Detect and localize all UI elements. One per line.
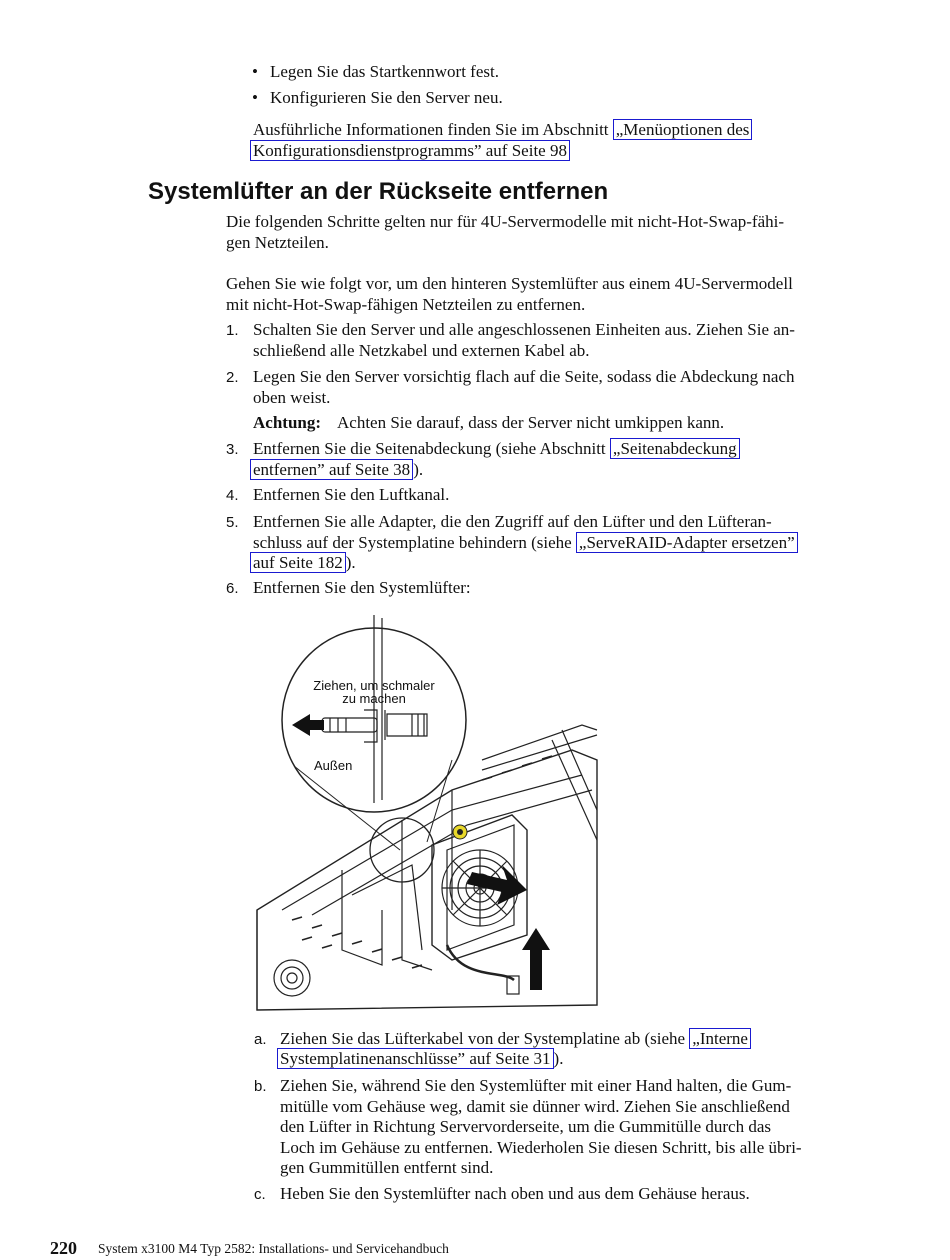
substep-text: ).: [553, 1049, 564, 1068]
attention-text: Achten Sie darauf, dass der Server nicht umkippen kann.: [337, 413, 725, 432]
step-5-line-2: [253, 533, 873, 554]
step-number: 5.: [226, 514, 239, 531]
substep-line: Ziehen Sie, während Sie den Systemlüfter mit einer Hand halten, die Gum-: [280, 1076, 792, 1095]
substep-letter: b.: [254, 1078, 267, 1095]
step-number: 4.: [226, 487, 239, 504]
step-text: schluss auf der Systemplatine behindern (siehe: [253, 533, 576, 552]
bullet-dot: •: [252, 62, 258, 81]
document-title: System x3100 M4 Typ 2582: Installations- und Servicehandbuch: [98, 1241, 449, 1256]
step-line: oben weist.: [253, 387, 331, 407]
step-number: 6.: [226, 580, 239, 597]
step-text: Entfernen Sie die Seitenabdeckung (siehe Abschnitt: [253, 439, 610, 458]
step-number: 3.: [226, 441, 239, 458]
paragraph-line: gen Netzteilen.: [226, 232, 329, 252]
step-line: Schalten Sie den Server und alle angeschlossenen Einheiten aus. Ziehen Sie an-: [253, 320, 795, 339]
intro-text: Ausführliche Informationen finden Sie im Abschnitt: [253, 120, 613, 139]
substep-line: den Lüfter in Richtung Servervorderseite, um die Gummitülle durch das: [280, 1117, 771, 1136]
step-text: ).: [413, 460, 424, 479]
figure-label-outside: Außen: [314, 758, 353, 773]
section-title: Systemlüfter an der Rückseite entfernen: [148, 178, 609, 205]
substep-letter: c.: [254, 1186, 266, 1203]
attention-notice: [253, 413, 873, 434]
substep-c-text: Heben Sie den Systemlüfter nach oben und aus dem Gehäuse heraus.: [280, 1184, 750, 1203]
intro-line-1: [253, 120, 752, 141]
figure-label-pull-continued: zu machen: [342, 691, 406, 706]
step-4-text: Entfernen Sie den Luftkanal.: [253, 485, 450, 504]
board-connectors-link[interactable]: „Interne: [689, 1028, 751, 1049]
serveraid-link-continued[interactable]: auf Seite 182: [250, 552, 346, 573]
side-cover-link[interactable]: „Seitenabdeckung: [610, 438, 740, 459]
bullet-dot: •: [252, 88, 258, 107]
paragraph-line: Die folgenden Schritte gelten nur für 4U-Servermodelle mit nicht-Hot-Swap-fähi-: [226, 212, 784, 231]
step-6-text: Entfernen Sie den Systemlüfter:: [253, 578, 471, 597]
substep-a-line-1: [280, 1029, 875, 1050]
substep-letter: a.: [254, 1031, 267, 1048]
paragraph-line: mit nicht-Hot-Swap-fähigen Netzteilen zu entfernen.: [226, 294, 586, 314]
paragraph-scope: [226, 212, 784, 253]
menu-options-link[interactable]: „Menüoptionen des: [613, 119, 753, 140]
step-number: 1.: [226, 322, 239, 339]
step-text: ).: [345, 553, 356, 572]
step-line: schließend alle Netzkabel und externen Kabel ab.: [253, 340, 590, 360]
substep-b-text: [280, 1076, 875, 1179]
board-connectors-link-continued[interactable]: Systemplatinenanschlüsse” auf Seite 31: [277, 1048, 554, 1069]
substep-a-line-2: [277, 1049, 563, 1070]
side-cover-link-continued[interactable]: entfernen” auf Seite 38: [250, 459, 413, 480]
step-3-line-2: [250, 460, 423, 481]
step-5-line-1: Entfernen Sie alle Adapter, die den Zugriff auf den Lüfter und den Lüfteran-: [253, 512, 772, 531]
substep-line: Loch im Gehäuse zu entfernen. Wiederholen Sie diesen Schritt, bis alle übri-: [280, 1137, 802, 1157]
menu-options-link-continued[interactable]: Konfigurationsdienstprogramms” auf Seite 98: [250, 140, 570, 161]
serveraid-link[interactable]: „ServeRAID-Adapter ersetzen”: [576, 532, 798, 553]
bullet-text: Konfigurieren Sie den Server neu.: [270, 88, 503, 107]
bullet-item: [252, 62, 499, 83]
step-3-line-1: [253, 439, 873, 460]
paragraph-line: Gehen Sie wie folgt vor, um den hinteren Systemlüfter aus einem 4U-Servermodell: [226, 274, 793, 293]
figure-label-pull: Ziehen, um schmaler: [313, 678, 435, 693]
substep-text: Ziehen Sie das Lüfterkabel von der Systemplatine ab (siehe: [280, 1029, 690, 1048]
bullet-item: [252, 88, 503, 109]
step-5-line-3: [250, 553, 356, 574]
step-number: 2.: [226, 369, 239, 386]
substep-line: mitülle vom Gehäuse weg, damit sie dünner wird. Ziehen Sie anschließend: [280, 1096, 790, 1116]
page-number: 220: [50, 1238, 77, 1258]
substep-line: gen Gummitüllen entfernt sind.: [280, 1158, 494, 1177]
paragraph-procedure: [226, 274, 793, 315]
step-line: Legen Sie den Server vorsichtig flach auf die Seite, sodass die Abdeckung nach: [253, 367, 795, 386]
intro-line-2: [250, 141, 570, 162]
bullet-text: Legen Sie das Startkennwort fest.: [270, 62, 499, 81]
fan-removal-illustration: [252, 610, 602, 1020]
attention-label: Achtung:: [253, 413, 322, 432]
step-2-text: [253, 367, 873, 408]
step-1-text: [253, 320, 873, 361]
